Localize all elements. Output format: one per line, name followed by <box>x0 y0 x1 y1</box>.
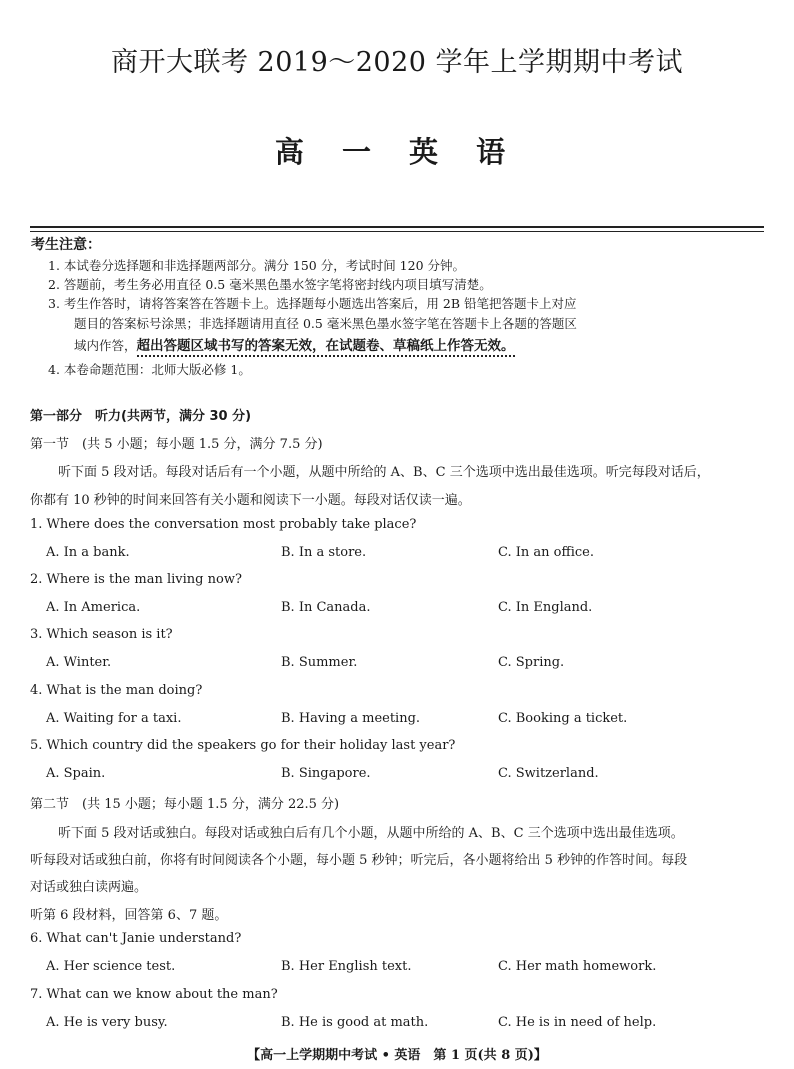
question-4-option-c: C. Booking a ticket. <box>498 711 628 726</box>
section2-instructions-line-1: 听下面 5 段对话或独白。每段对话或独白后有几个小题，从题中所给的 A、B、C 三个选项中选出最佳选项。 <box>58 826 684 841</box>
notice-item-1: 1. 本试卷分选择题和非选择题两部分。满分 150 分，考试时间 120 分钟。 <box>48 258 466 273</box>
notice-item-3-line-3-plain: 域内作答， <box>74 338 137 353</box>
notice-item-3-line-1: 3. 考生作答时，请将答案答在答题卡上。选择题每小题选出答案后，用 2B 铅笔把答题卡上对应 <box>48 296 577 311</box>
header-divider-thick <box>30 226 764 228</box>
question-1-option-c: C. In an office. <box>498 545 594 560</box>
material-6-note: 听第 6 段材料，回答第 6、7 题。 <box>30 908 228 923</box>
section2-instructions-line-2: 听每段对话或独白前，你将有时间阅读各个小题，每小题 5 秒钟；听完后，各小题将给出 5 秒钟的作答时间。每段 <box>30 853 688 868</box>
section1-instructions-line-1: 听下面 5 段对话。每段对话后有一个小题，从题中所给的 A、B、C 三个选项中选出最佳选项。听完每段对话后， <box>58 465 710 480</box>
notice-item-2: 2. 答题前，考生务必用直径 0.5 毫米黑色墨水签字笔将密封线内项目填写清楚。 <box>48 277 492 292</box>
exam-title: 商开大联考 2019～2020 学年上学期期中考试 <box>110 47 684 78</box>
question-1-stem: 1. Where does the conversation most probably take place? <box>30 517 417 532</box>
question-3-option-a: A. Winter. <box>46 655 112 670</box>
notice-item-3-line-2: 题目的答案标号涂黑；非选择题请用直径 0.5 毫米黑色墨水签字笔在答题卡上各题的答题区 <box>74 316 577 331</box>
notice-item-3-line-3 <box>74 334 515 354</box>
question-4-stem: 4. What is the man doing? <box>30 683 203 698</box>
question-2-option-c: C. In England. <box>498 600 593 615</box>
question-4-option-b: B. Having a meeting. <box>281 711 421 726</box>
question-3-option-c: C. Spring. <box>498 655 565 670</box>
notice-heading: 考生注意： <box>31 237 101 253</box>
question-7-stem: 7. What can we know about the man? <box>30 987 278 1002</box>
part1-title: 第一部分 听力(共两节，满分 30 分) <box>30 409 252 424</box>
section1-title: 第一节 (共 5 小题；每小题 1.5 分，满分 7.5 分) <box>30 437 323 452</box>
question-1-option-b: B. In a store. <box>281 545 367 560</box>
question-6-option-c: C. Her math homework. <box>498 959 657 974</box>
question-2-option-a: A. In America. <box>46 600 141 615</box>
question-5-option-a: A. Spain. <box>46 766 106 781</box>
question-7-option-c: C. He is in need of help. <box>498 1015 657 1030</box>
notice-emphasis: 超出答题区域书写的答案无效，在试题卷、草稿纸上作答无效。 <box>137 338 515 357</box>
subject-title: 高 一 英 语 <box>274 135 520 169</box>
question-3-stem: 3. Which season is it? <box>30 627 173 642</box>
question-6-stem: 6. What can't Janie understand? <box>30 931 242 946</box>
section1-instructions-line-2: 你都有 10 秒钟的时间来回答有关小题和阅读下一小题。每段对话仅读一遍。 <box>30 493 471 508</box>
question-2-option-b: B. In Canada. <box>281 600 371 615</box>
question-7-option-b: B. He is good at math. <box>281 1015 429 1030</box>
question-1-option-a: A. In a bank. <box>46 545 130 560</box>
page-footer: 【高一上学期期中考试 • 英语 第 1 页(共 8 页)】 <box>247 1048 547 1063</box>
header-divider-thin <box>30 231 764 232</box>
question-6-option-a: A. Her science test. <box>46 959 176 974</box>
question-4-option-a: A. Waiting for a taxi. <box>46 711 182 726</box>
question-5-stem: 5. Which country did the speakers go for their holiday last year? <box>30 738 456 753</box>
section2-instructions-line-3: 对话或独白读两遍。 <box>30 880 148 895</box>
question-6-option-b: B. Her English text. <box>281 959 412 974</box>
question-3-option-b: B. Summer. <box>281 655 358 670</box>
question-5-option-b: B. Singapore. <box>281 766 371 781</box>
section2-title: 第二节 (共 15 小题；每小题 1.5 分，满分 22.5 分) <box>30 797 340 812</box>
question-2-stem: 2. Where is the man living now? <box>30 572 242 587</box>
notice-item-4: 4. 本卷命题范围：北师大版必修 1。 <box>48 362 251 377</box>
question-7-option-a: A. He is very busy. <box>46 1015 168 1030</box>
question-5-option-c: C. Switzerland. <box>498 766 599 781</box>
